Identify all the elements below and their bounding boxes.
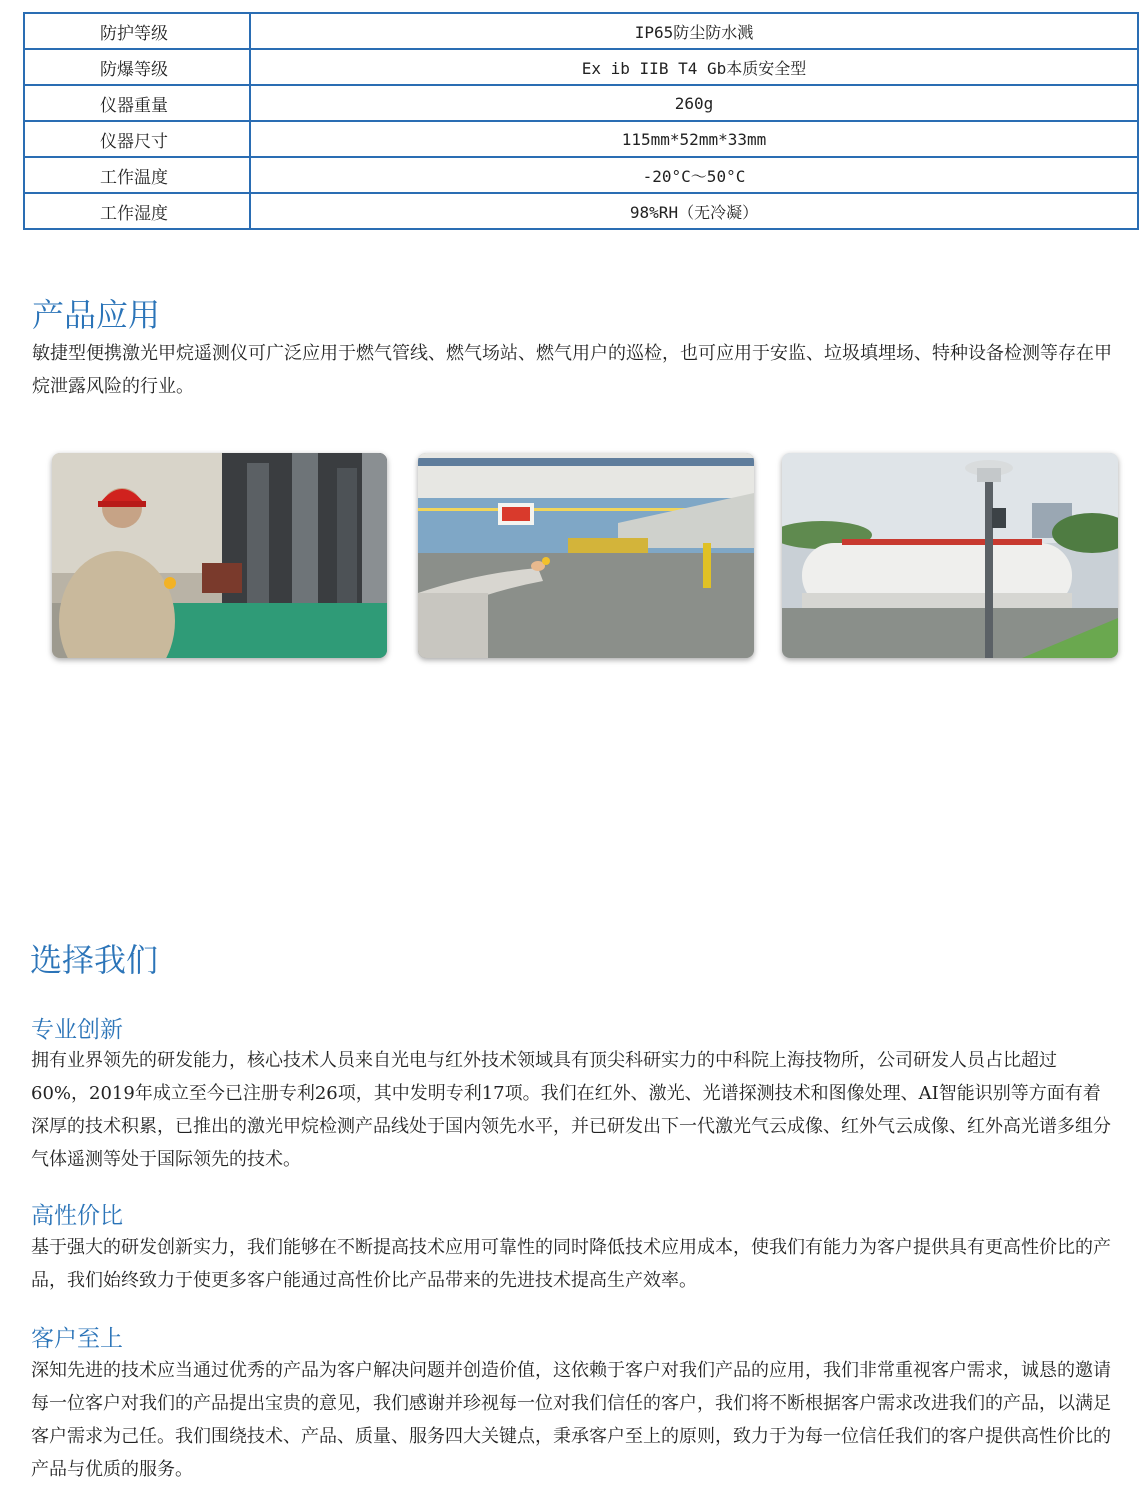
section-text-innovation: 拥有业界领先的研发能力，核心技术人员来自光电与红外技术领域具有顶尖科研实力的中科院上海技物所，公司研发人员占比超过60%，2019年成立至今已注册专利26项，其中发明专利17项。我们在红外、激光、光谱探测技术和图像处理、AI智能识别等方面有着深厚的技术积累，已推出的激光甲烷检测产品线处于国内领先水平，并已研发出下一代激光气云成像、红外气云成像、红外高光谱多组分气体遥测等处于国际领先的技术。 bbox=[31, 1050, 1111, 1170]
spec-value: 98%RH（无冷凝） bbox=[250, 193, 1138, 229]
section-title-value: 高性价比 bbox=[31, 1203, 123, 1229]
section-text-value: 基于强大的研发创新实力，我们能够在不断提高技术应用可靠性的同时降低技术应用成本，使我们有能力为客户提供具有更高性价比的产品，我们始终致力于使更多客户能通过高性价比产品带来的先进技术提高生产效率。 bbox=[31, 1237, 1111, 1291]
section-text-customer: 深知先进的技术应当通过优秀的产品为客户解决问题并创造价值，这依赖于客户对我们产品的应用，我们非常重视客户需求，诚恳的邀请每一位客户对我们的产品提出宝贵的意见，我们感谢并珍视每一位对我们信任的客户，我们将不断根据客户需求改进我们的产品，以满足客户需求为己任。我们围绕技术、产品、质量、服务四大关键点，秉承客户至上的原则，致力于为每一位信任我们的客户提供高性价比的产品与优质的服务。 bbox=[31, 1360, 1111, 1480]
section-title-innovation: 专业创新 bbox=[31, 1017, 123, 1043]
spec-value: Ex ib IIB T4 Gb本质安全型 bbox=[250, 49, 1138, 85]
table-row bbox=[24, 85, 1138, 121]
table-row bbox=[24, 49, 1138, 85]
table-row bbox=[24, 121, 1138, 157]
spec-label: 仪器尺寸 bbox=[24, 121, 250, 157]
photo-gas-plant-inspection bbox=[52, 453, 387, 658]
spec-label: 工作湿度 bbox=[24, 193, 250, 229]
spec-value: 115mm*52mm*33mm bbox=[250, 121, 1138, 157]
table-row bbox=[24, 157, 1138, 193]
table-row bbox=[24, 193, 1138, 229]
section-title-customer: 客户至上 bbox=[31, 1326, 123, 1352]
photo-gas-station-inspection bbox=[418, 453, 754, 658]
spec-label: 工作温度 bbox=[24, 157, 250, 193]
spec-label: 防爆等级 bbox=[24, 49, 250, 85]
photo-storage-tank-monitoring bbox=[782, 453, 1118, 658]
spec-table bbox=[23, 12, 1139, 230]
spec-label: 仪器重量 bbox=[24, 85, 250, 121]
spec-label: 防护等级 bbox=[24, 13, 250, 49]
spec-value: IP65防尘防水溅 bbox=[250, 13, 1138, 49]
why-title: 选择我们 bbox=[30, 941, 159, 979]
table-row bbox=[24, 13, 1138, 49]
application-text: 敏捷型便携激光甲烷遥测仪可广泛应用于燃气管线、燃气场站、燃气用户的巡检，也可应用于安监、垃圾填埋场、特种设备检测等存在甲烷泄露风险的行业。 bbox=[32, 343, 1112, 397]
spec-value: 260g bbox=[250, 85, 1138, 121]
spec-value: -20°C～50°C bbox=[250, 157, 1138, 193]
application-title: 产品应用 bbox=[32, 296, 161, 334]
